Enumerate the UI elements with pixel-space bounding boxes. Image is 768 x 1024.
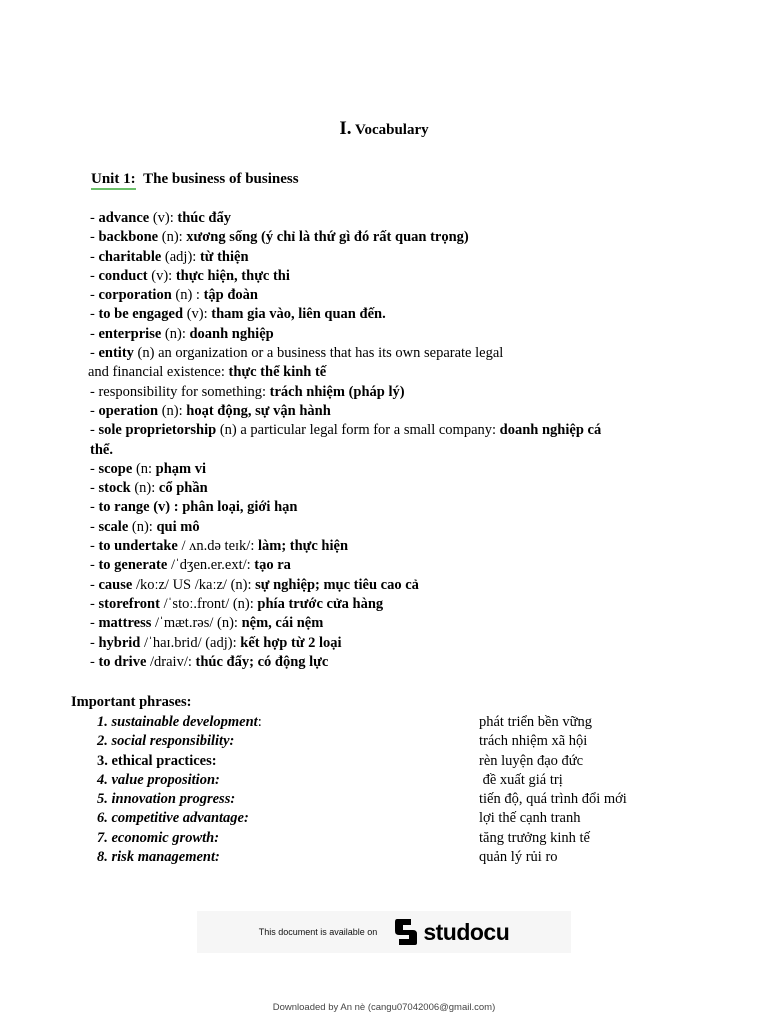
vocab-word: backbone <box>98 229 159 246</box>
phrase-row <box>97 752 697 771</box>
vocab-prefix: - <box>90 634 99 651</box>
vocab-translation: tạo ra <box>254 557 291 574</box>
studocu-wordmark: studocu <box>423 918 510 945</box>
vocab-item <box>90 267 680 286</box>
vocab-item <box>90 383 680 402</box>
phrase-english-text: 8. risk management: <box>97 849 220 866</box>
phrase-english-text: 2. social responsibility: <box>97 733 235 750</box>
vocab-note: / ʌn.də teɪk/: <box>177 538 258 555</box>
phrase-english <box>97 713 479 732</box>
vocab-note: (v): <box>149 210 178 226</box>
vocab-translation: làm; thực hiện <box>257 538 349 555</box>
vocab-item <box>90 460 680 479</box>
vocab-word: charitable <box>98 248 162 265</box>
phrase-row <box>97 732 697 751</box>
phrase-english <box>97 848 479 867</box>
vocab-prefix: - <box>90 460 99 477</box>
vocab-translation: tham gia vào, liên quan đến. <box>211 306 386 323</box>
phrase-row <box>97 771 697 790</box>
vocab-word: scale <box>98 518 129 535</box>
phrase-english <box>97 771 479 790</box>
vocab-word: operation <box>98 402 159 419</box>
vocab-translation: trách nhiệm (pháp lý) <box>269 383 405 400</box>
vocab-prefix: - <box>90 345 99 362</box>
phrase-english-text: 7. economic growth: <box>97 829 220 846</box>
vocab-note: (v): <box>147 267 176 284</box>
phrase-vietnamese: tăng trưởng kinh tế <box>479 829 590 846</box>
vocab-item <box>90 421 680 440</box>
vocab-note: (n) : <box>171 287 204 304</box>
vocab-translation: phía trước cửa hàng <box>257 595 384 612</box>
vocab-word: corporation <box>98 287 172 304</box>
vocab-note: (n): <box>161 325 190 342</box>
vocab-prefix: - <box>90 383 99 400</box>
phrase-row <box>97 848 697 867</box>
banner-text: This document is available on <box>258 927 378 937</box>
phrase-english <box>97 732 479 751</box>
vocab-prefix: - <box>90 287 99 304</box>
vocab-translation: nệm, cái nệm <box>241 615 324 632</box>
vocab-word: enterprise <box>98 325 162 342</box>
vocab-prefix: - <box>90 653 99 670</box>
unit-label: Unit 1: <box>91 171 136 190</box>
vocab-word: cause <box>98 576 133 593</box>
vocab-translation: qui mô <box>156 518 200 535</box>
vocab-item <box>90 576 680 595</box>
vocab-word: to generate <box>98 557 168 574</box>
vocab-prefix: - <box>90 210 99 226</box>
vocab-word: to range (v) : <box>98 499 183 516</box>
phrase-english-text: 4. value proposition: <box>97 771 220 788</box>
vocab-item <box>90 441 680 460</box>
vocab-translation: thực hiện, thực thi <box>175 267 290 284</box>
phrase-english-text: 3. ethical practices: <box>97 752 217 769</box>
phrase-vietnamese: rèn luyện đạo đức <box>479 752 584 769</box>
vocab-prefix: - <box>90 538 99 555</box>
vocab-item <box>90 556 680 575</box>
vocab-translation: kết hợp từ 2 loại <box>240 634 342 651</box>
phrase-english-suffix: : <box>257 714 262 730</box>
vocab-translation: tập đoàn <box>203 287 258 304</box>
vocab-item <box>90 653 680 672</box>
vocab-note: (n): <box>158 402 187 419</box>
vocab-item <box>90 595 680 614</box>
phrase-vietnamese: quản lý rủi ro <box>479 849 558 866</box>
phrase-vietnamese: đề xuất giá trị <box>479 771 563 788</box>
vocab-note: and financial existence: <box>88 364 229 381</box>
vocab-word: advance <box>98 210 150 226</box>
vocab-translation: cổ phần <box>158 480 208 497</box>
vocab-word: conduct <box>98 267 148 284</box>
vocab-note: responsibility for something: <box>98 383 270 400</box>
section-title <box>0 118 768 140</box>
phrase-vietnamese: phát triển bền vững <box>479 714 592 730</box>
vocab-note: (v): <box>183 306 212 323</box>
studocu-logo <box>393 917 509 947</box>
studocu-logo-icon <box>393 917 419 947</box>
vocab-prefix: - <box>90 267 99 284</box>
vocab-word: to drive <box>98 653 147 670</box>
vocab-item <box>90 479 680 498</box>
vocab-word: stock <box>98 480 131 497</box>
vocab-prefix: - <box>90 480 99 497</box>
vocab-note: (n): <box>130 480 159 497</box>
vocab-translation: thực thể kinh tế <box>228 364 327 381</box>
vocab-item <box>90 248 680 267</box>
vocab-word: hybrid <box>98 634 141 651</box>
vocab-prefix: - <box>90 306 99 323</box>
vocab-note: /ˈhaɪ.brid/ (adj): <box>140 634 241 651</box>
vocab-prefix: - <box>90 595 99 612</box>
vocab-note: /ˈdʒen.er.ext/: <box>167 557 255 574</box>
vocab-word: mattress <box>98 615 152 632</box>
vocab-prefix: - <box>90 557 99 574</box>
vocab-item <box>90 286 680 305</box>
vocab-translation: từ thiện <box>199 248 249 265</box>
vocab-item <box>90 344 680 363</box>
vocab-prefix: - <box>90 248 99 265</box>
vocab-translation: phạm vi <box>155 460 207 477</box>
vocab-prefix: - <box>90 402 99 419</box>
vocab-note: (n: <box>132 460 156 477</box>
vocab-word: entity <box>98 345 134 362</box>
vocab-note: /draiv/: <box>146 653 196 670</box>
vocab-item <box>90 614 680 633</box>
studocu-banner[interactable] <box>197 911 571 953</box>
phrase-english-text: 6. competitive advantage: <box>97 810 249 827</box>
vocab-item <box>90 518 680 537</box>
phrase-vietnamese: trách nhiệm xã hội <box>479 733 588 750</box>
vocab-word: to be engaged <box>98 306 184 323</box>
vocab-word: storefront <box>98 595 160 612</box>
vocab-item <box>88 363 680 382</box>
vocab-prefix: - <box>90 422 99 439</box>
vocabulary-list <box>90 209 680 672</box>
vocab-note: /koːz/ US /kaːz/ (n): <box>132 576 256 593</box>
vocab-note: (n) an organization or a business that has its own separate legal <box>133 345 504 362</box>
vocab-word: scope <box>98 460 133 477</box>
unit-heading <box>91 171 299 188</box>
vocab-prefix: - <box>90 229 99 246</box>
vocab-item <box>90 228 680 247</box>
phrase-row <box>97 713 697 732</box>
vocab-prefix: - <box>90 518 99 535</box>
vocab-translation: xương sống (ý chỉ là thứ gì đó rất quan trọng) <box>186 229 469 246</box>
section-title-text: Vocabulary <box>355 122 429 138</box>
phrase-english <box>97 829 479 848</box>
vocab-note: (n) a particular legal form for a small company: <box>216 422 500 439</box>
phrase-english-text: 5. innovation progress: <box>97 791 236 808</box>
vocab-note: (n): <box>158 229 187 246</box>
phrase-row <box>97 829 697 848</box>
unit-name: The business of business <box>143 171 299 187</box>
phrase-vietnamese: lợi thế cạnh tranh <box>479 810 581 827</box>
phrase-vietnamese: tiến độ, quá trình đổi mới <box>479 791 627 808</box>
vocab-word: to undertake <box>98 538 178 555</box>
vocab-translation: thể. <box>90 441 113 458</box>
phrase-english <box>97 752 479 771</box>
vocab-item <box>90 325 680 344</box>
phrase-row <box>97 809 697 828</box>
vocab-item <box>90 498 680 517</box>
section-numeral: I. <box>339 118 352 139</box>
vocab-prefix: - <box>90 576 99 593</box>
vocab-note: /ˈstoː.front/ (n): <box>159 595 258 612</box>
vocab-prefix: - <box>90 325 99 342</box>
vocab-item <box>90 402 680 421</box>
vocab-note: (adj): <box>161 248 200 265</box>
phrase-english <box>97 790 479 809</box>
phrases-list <box>97 713 697 867</box>
vocab-translation: sự nghiệp; mục tiêu cao cả <box>255 576 419 593</box>
download-footer: Downloaded by An nè (cangu07042006@gmail.com) <box>272 1002 496 1013</box>
vocab-note: /ˈmæt.rəs/ (n): <box>151 615 242 632</box>
vocab-item <box>90 634 680 653</box>
vocab-note: (n): <box>128 518 157 535</box>
vocab-translation: phân loại, giới hạn <box>182 499 298 516</box>
vocab-word: sole proprietorship <box>98 422 217 439</box>
vocab-translation: doanh nghiệp <box>189 325 274 342</box>
phrase-english <box>97 809 479 828</box>
vocab-prefix: - <box>90 499 99 516</box>
vocab-translation: doanh nghiệp cá <box>499 422 602 439</box>
vocab-item <box>90 537 680 556</box>
phrase-english-text: 1. sustainable development <box>97 714 258 730</box>
vocab-item <box>90 305 680 324</box>
vocab-translation: thúc đẩy; có động lực <box>195 653 329 670</box>
vocab-item <box>90 209 680 228</box>
vocab-prefix: - <box>90 615 99 632</box>
phrase-row <box>97 790 697 809</box>
phrases-heading: Important phrases: <box>71 694 192 710</box>
vocab-translation: hoạt động, sự vận hành <box>186 402 331 419</box>
vocab-translation: thúc đẩy <box>177 210 231 226</box>
